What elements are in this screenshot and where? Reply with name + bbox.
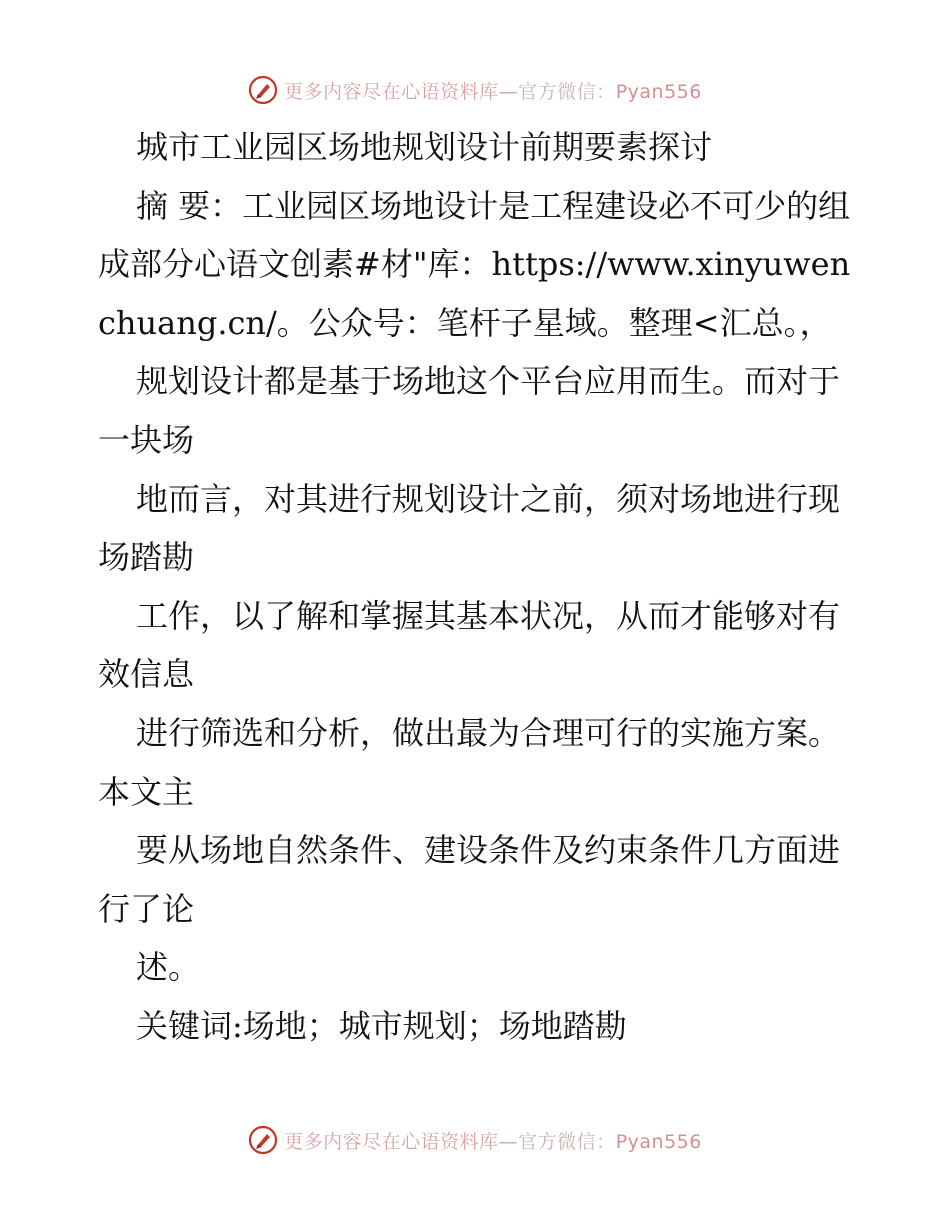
paragraph-keywords: 关键词:场地；城市规划；场地踏勘 <box>136 1006 627 1045</box>
banner-text <box>284 77 702 104</box>
header-banner <box>0 70 950 110</box>
document-title: 城市工业园区场地规划设计前期要素探讨 <box>136 128 713 166</box>
paragraph-abstract: 摘 要：工业园区场地设计是工程建设必不可少的组成部分心语文创素#材"库：https://www.xinyuwenchuang.cn/。公众号：笔杆子星域。整理<汇总。， <box>98 186 851 342</box>
footer-banner <box>0 1120 950 1160</box>
banner-main-text: 更多内容尽在心语资料库 <box>284 80 499 103</box>
banner-wechat-id: Pyan556 <box>615 1130 702 1153</box>
banner-dash: — <box>498 1130 519 1153</box>
banner-official-label: 官方微信： <box>518 1130 616 1153</box>
pen-nib-logo-icon <box>248 1125 278 1155</box>
paragraph-2: 规划设计都是基于场地这个平台应用而生。而对于一块场 <box>98 362 841 459</box>
document-body <box>98 118 858 1056</box>
banner-main-text: 更多内容尽在心语资料库 <box>284 1130 499 1153</box>
paragraph-3: 地而言，对其进行规划设计之前，须对场地进行现场踏勘 <box>98 479 841 577</box>
banner-text <box>284 1127 702 1154</box>
banner-official-label: 官方微信： <box>518 80 616 103</box>
banner-wechat-id: Pyan556 <box>615 80 702 103</box>
pen-nib-logo-icon <box>248 75 278 105</box>
banner-dash: — <box>498 80 519 103</box>
paragraph-6: 要从场地自然条件、建设条件及约束条件几方面进行了论 <box>98 831 841 928</box>
paragraph-5: 进行筛选和分析，做出最为合理可行的实施方案。本文主 <box>98 713 841 811</box>
paragraph-7: 述。 <box>136 948 201 987</box>
paragraph-4: 工作，以了解和掌握其基本状况，从而才能够对有效信息 <box>98 596 841 694</box>
